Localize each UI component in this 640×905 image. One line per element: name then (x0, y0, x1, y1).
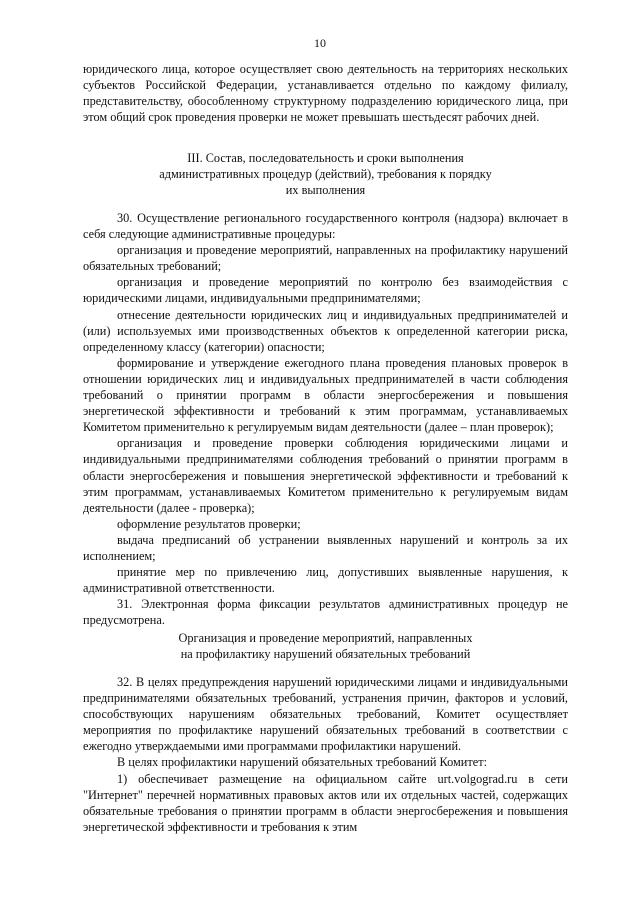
subsection-body (83, 674, 568, 835)
subsection-heading-line: Организация и проведение мероприятий, направленных (178, 631, 473, 645)
prevention-intro: В целях профилактики нарушений обязательных требований Комитет: (117, 755, 487, 770)
intro-block (83, 61, 568, 125)
clause-31: 31. Электронная форма фиксации результатов административных процедур не предусмотрена. (83, 597, 568, 628)
section-3-heading-line: III. Состав, последовательность и сроки выполнения (187, 151, 464, 165)
page-number: 10 (314, 36, 326, 50)
clause-30: 30. Осуществление регионального государственного контроля (надзора) включает в себя следующие административные процедуры: (83, 211, 568, 242)
procedure-item: выдача предписаний об устранении выявленных нарушений и контроль за их исполнением; (83, 532, 568, 563)
prevention-item-1: 1) обеспечивает размещение на официальном сайте urt.volgograd.ru в сети "Интернет" перечней нормативных правовых актов или их отдельных частей, содержащих обязательные требования о принятии программ в области энергосбережения и повышения энергетической эффективности и требования к этим (83, 771, 568, 834)
intro-paragraph: юридического лица, которое осуществляет свою деятельность на территориях нескольких субъектов Российской Федерации, устанавливается отдельно по каждому филиалу, представительству, обособленному структурному подразделению юридического лица, при этом общий срок проведения проверки не может превышать шестьдесят рабочих дней. (83, 62, 568, 125)
section-3-heading-line: административных процедур (действий), требования к порядку (159, 167, 492, 182)
procedure-item: принятие мер по привлечению лиц, допустивших выявленные нарушения, к административной ответственности. (83, 565, 568, 596)
procedure-item: организация и проведение мероприятий, направленных на профилактику нарушений обязательных требований; (83, 243, 568, 274)
procedure-item: организация и проведение проверки соблюдения юридическими лицами и индивидуальными предпринимателями соблюдения требований о принятии программ в области энергосбережения и повышения энергетической эффективности и требований к этим программам, устанавливаемых Комитетом применительно к регулируемым видам деятельности (далее - проверка); (83, 436, 568, 515)
subsection-heading-line: на профилактику нарушений обязательных требований (180, 647, 471, 662)
section-3-heading (83, 150, 568, 198)
procedure-item: организация и проведение мероприятий по контролю без взаимодействия с юридическими лицами, индивидуальными предпринимателями; (83, 275, 568, 306)
section-3-body (83, 210, 568, 628)
section-3-heading-line: их выполнения (285, 183, 366, 198)
procedure-item: формирование и утверждение ежегодного плана проведения плановых проверок в отношении юридических лиц и индивидуальных предпринимателей в части соблюдения требований о принятии программ в области энергосбережения и повышения энергетической эффективности и требований к этим программам, устанавливаемых Комитетом применительно к регулируемым видам деятельности (далее – план проверок); (83, 355, 568, 435)
clause-32: 32. В целях предупреждения нарушений юридическими лицами и индивидуальными предпринимателями обязательных требований, устранения причин, факторов и условий, способствующих нарушениям обязательных требований, Комитет осуществляет мероприятия по профилактике нарушений обязательных требований в соответствии с ежегодно утверждаемыми ими программами профилактики нарушений. (83, 675, 568, 754)
subsection-heading (83, 630, 568, 662)
procedure-item: оформление результатов проверки; (117, 516, 301, 531)
procedure-item: отнесение деятельности юридических лиц и индивидуальных предпринимателей и (или) используемых ими производственных объектов к определенной категории риска, определенному классу (категории) опасности; (83, 307, 568, 354)
